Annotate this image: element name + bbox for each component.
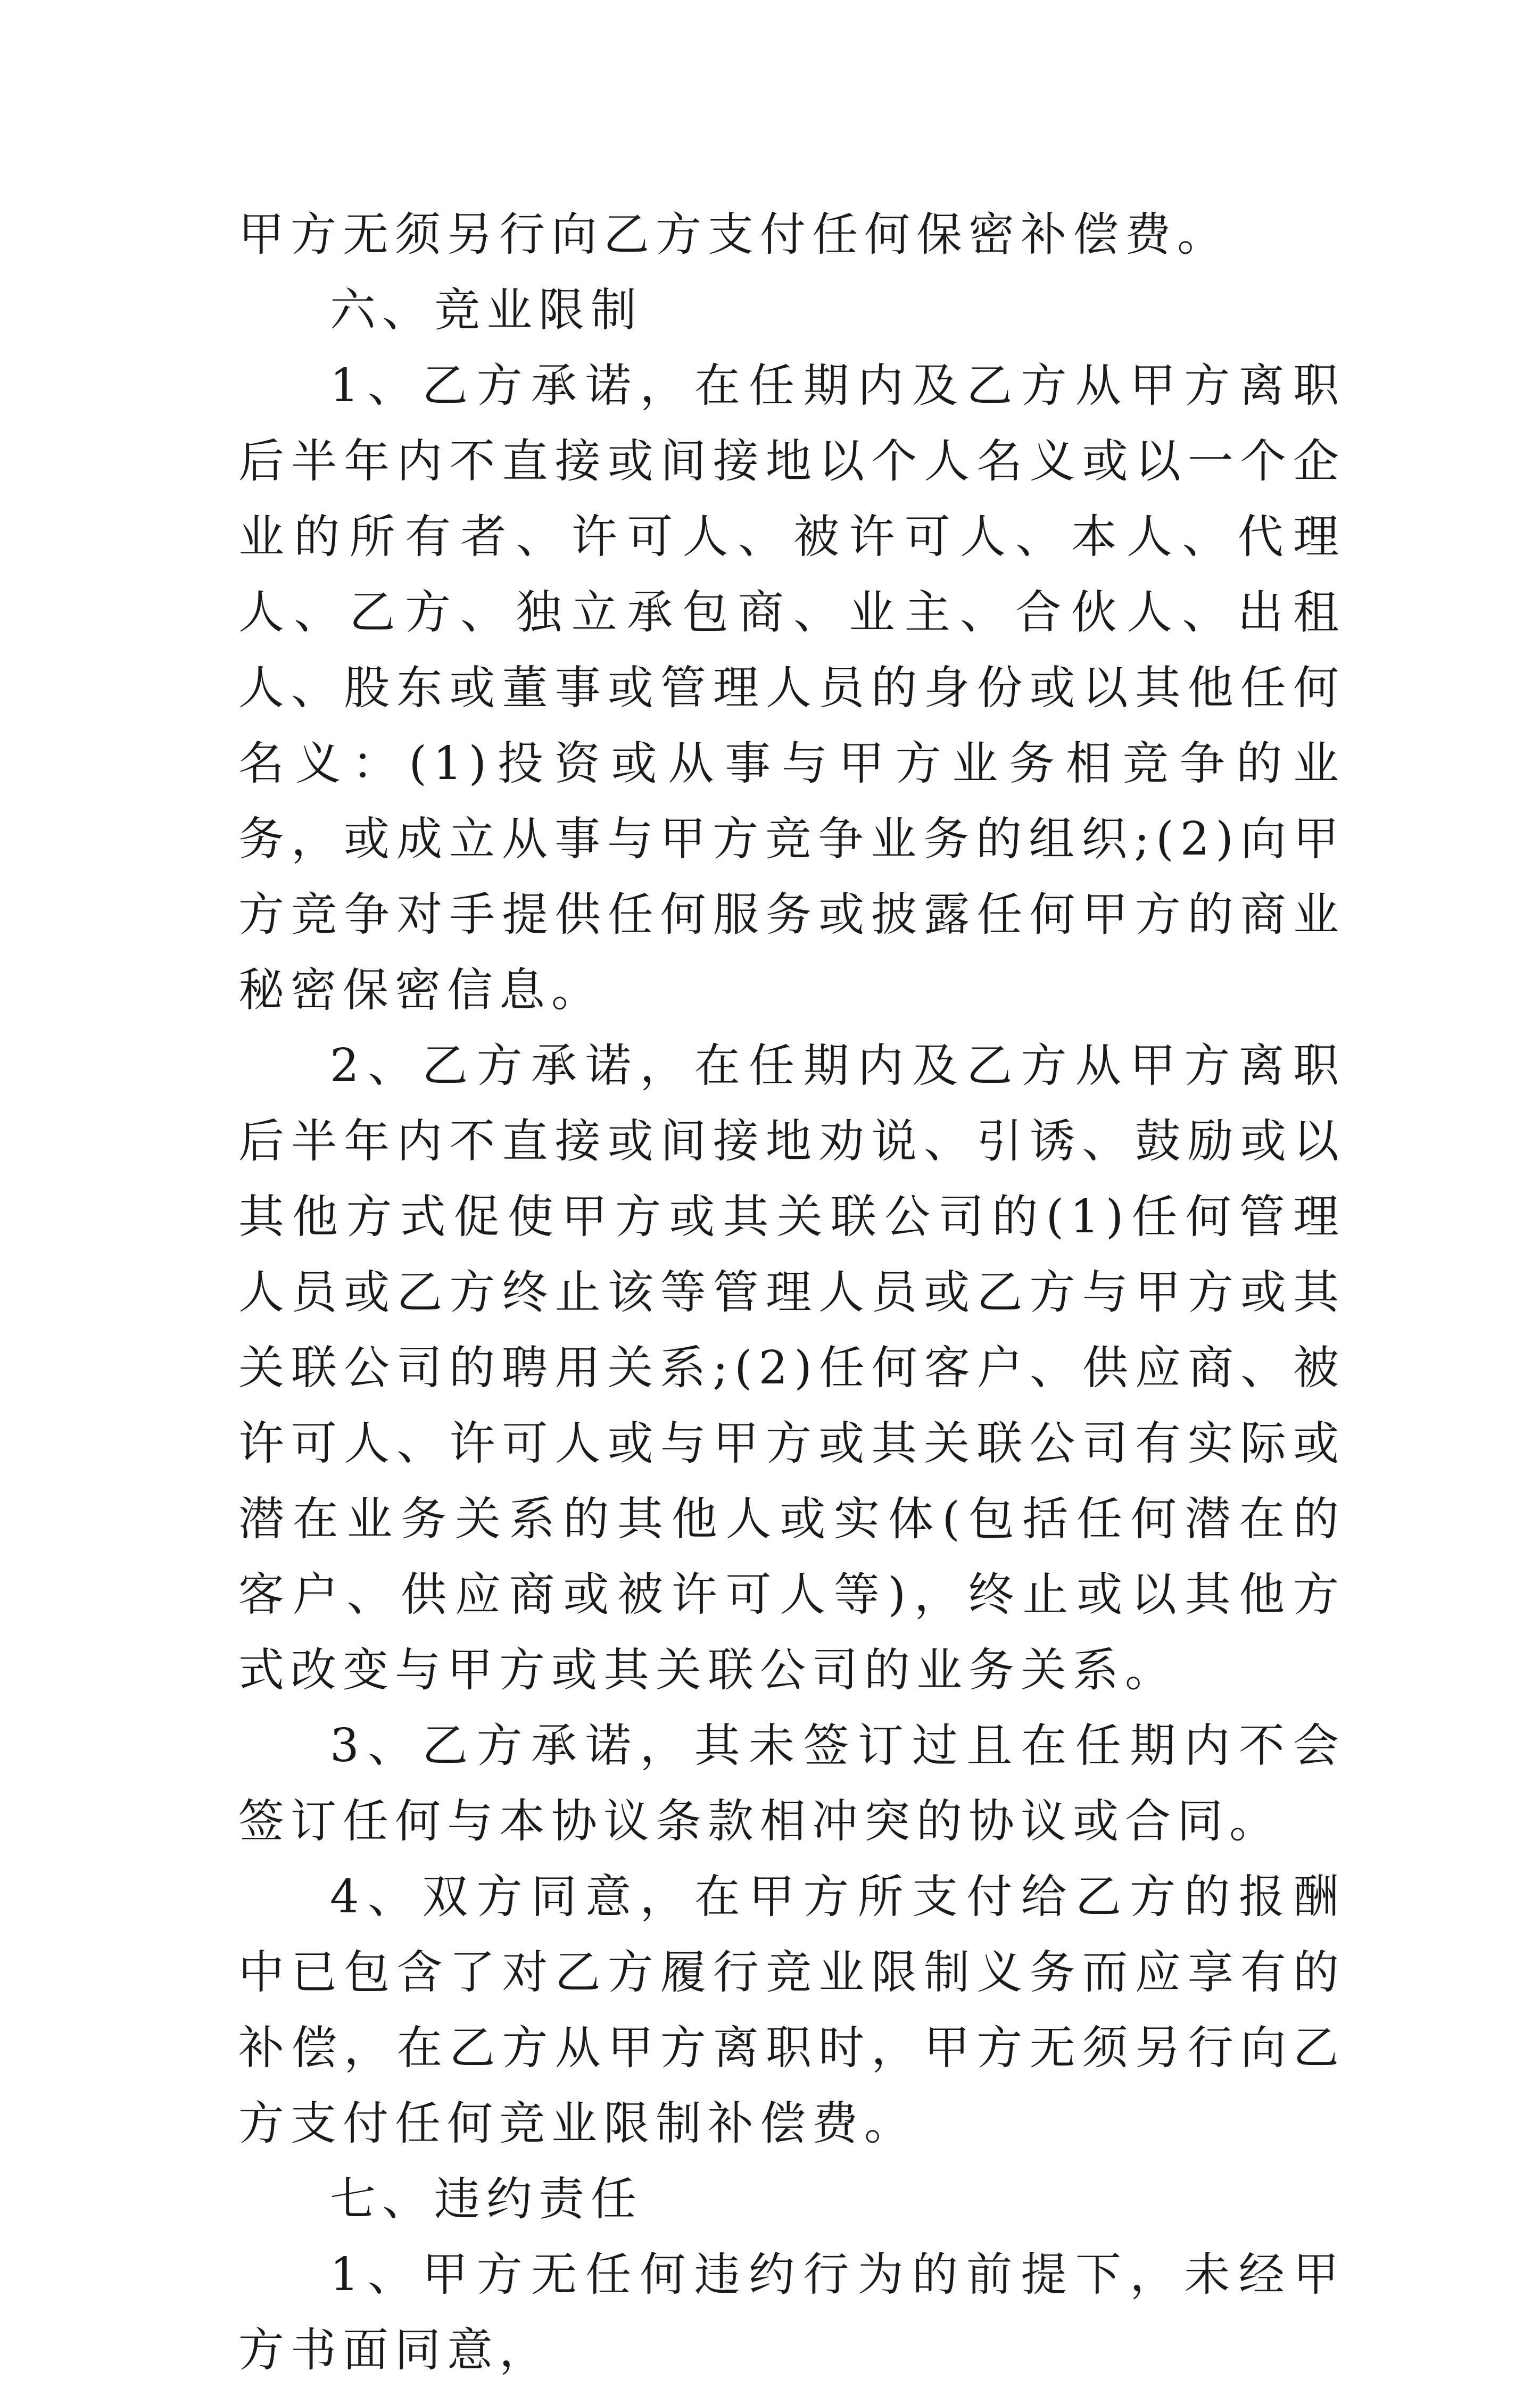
clause-paragraph: 4、双方同意，在甲方所支付给乙方的报酬中已包含了对乙方履行竞业限制义务而应享有的补偿，在乙方从甲方离职时，甲方无须另行向乙方支付任何竞业限制补偿费。 — [238, 1870, 1345, 2150]
section-heading-liability: 七、违约责任 — [330, 2173, 643, 2226]
clause-paragraph: 2、乙方承诺，在任期内及乙方从甲方离职后半年内不直接或间接地劝说、引诱、鼓励或以其他方式促使甲方或其关联公司的(1)任何管理人员或乙方终止该等管理人员或乙方与甲方或其关联公司的聘用关系;(2)任何客户、供应商、被许可人、许可人或与甲方或其关联公司有实际或潜在业务关系的其他人或实体(包括任何潜在的客户、供应商或被许可人等)，终止或以其他方式改变与甲方或其关联公司的业务关系。 — [238, 1039, 1345, 1697]
clause-paragraph: 1、甲方无任何违约行为的前提下，未经甲方书面同意， — [238, 2248, 1345, 2377]
clause-paragraph: 1、乙方承诺，在任期内及乙方从甲方离职后半年内不直接或间接地以个人名义或以一个企业的所有者、许可人、被许可人、本人、代理人、乙方、独立承包商、业主、合伙人、出租人、股东或董事或管理人员的身份或以其他任何名义：(1)投资或从事与甲方业务相竞争的业务，或成立从事与甲方竞争业务的组织;(2)向甲方竞争对手提供任何服务或披露任何甲方的商业秘密保密信息。 — [238, 359, 1345, 1017]
section-heading-non-compete: 六、竞业限制 — [330, 284, 643, 337]
clause-paragraph: 3、乙方承诺，其未签订过且在任期内不会签订任何与本协议条款相冲突的协议或合同。 — [238, 1719, 1345, 1848]
document-body — [238, 197, 1345, 2388]
paragraph-continuation: 甲方无须另行向乙方支付任何保密补偿费。 — [238, 208, 1229, 261]
